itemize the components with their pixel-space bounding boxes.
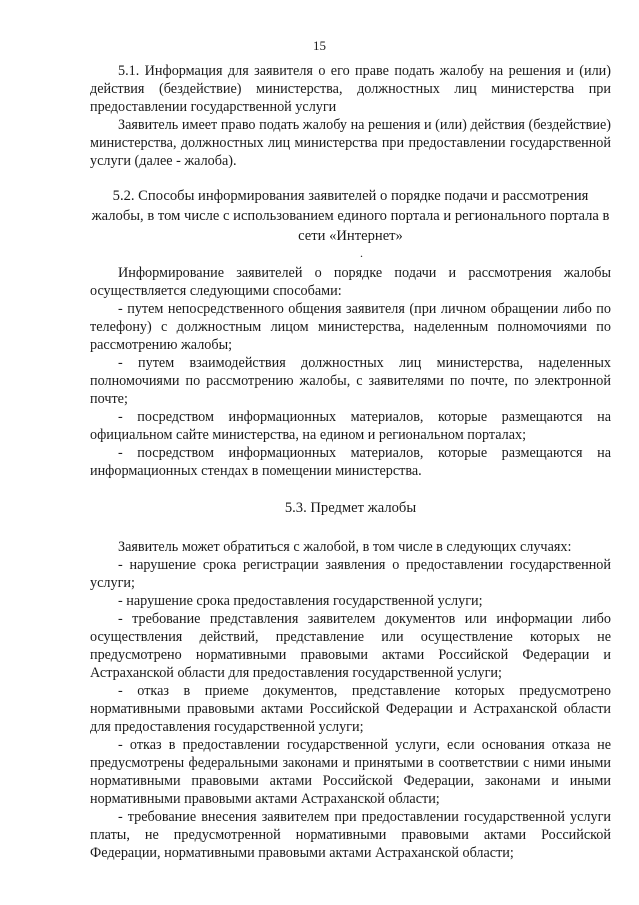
section-5-3-item: - отказ в предоставлении государственной услуги, если основания отказа не предусмотрены федеральными законами и принятыми в соответствии с ними иными нормативными правовыми актами Российской Федерации, законами и иными нормативными правовыми актами Астраханской области;	[90, 737, 611, 807]
section-5-2-item: - путем взаимодействия должностных лиц министерства, наделенных полномочиями по рассмотрению жалобы, с заявителями по почте, по электронной почте;	[90, 355, 611, 407]
section-5-1-body: Заявитель имеет право подать жалобу на решения и (или) действия (бездействие) министерства, должностных лиц министерства при предоставлении государственной услуги (далее - жалоба).	[90, 117, 611, 169]
section-5-3-intro: Заявитель может обратиться с жалобой, в том числе в следующих случаях:	[118, 539, 572, 555]
page-number: 15	[313, 38, 326, 53]
section-5-2-intro: Информирование заявителей о порядке подачи и рассмотрения жалобы осуществляется следующими способами:	[90, 265, 611, 299]
section-5-2-item: - посредством информационных материалов, которые размещаются на информационных стендах в помещении министерства.	[90, 445, 611, 479]
page-content	[90, 62, 611, 862]
section-5-3-item: - нарушение срока регистрации заявления о предоставлении государственной услуги;	[90, 557, 611, 591]
section-5-3-item: - требование представления заявителем документов или информации либо осуществления действий, представление или осуществление которых не предусмотрено нормативными правовыми актами Российской Федерации и Астраханской области для предоставления государственной услуги;	[90, 611, 611, 681]
section-5-2-heading: 5.2. Способы информирования заявителей о порядке подачи и рассмотрения жалобы, в том числе с использованием единого портала и регионального портала в сети «Интернет»	[91, 188, 610, 244]
section-5-2-item: - посредством информационных материалов, которые размещаются на официальном сайте министерства, на едином и региональном порталах;	[90, 409, 611, 443]
section-5-3-heading: 5.3. Предмет жалобы	[284, 500, 417, 516]
section-5-3-item: - нарушение срока предоставления государственной услуги;	[118, 593, 483, 609]
section-5-3-item: - требование внесения заявителем при предоставлении государственной услуги платы, не предусмотренной нормативными правовыми актами Российской Федерации, нормативными правовыми актами Астраханской области;	[90, 809, 611, 861]
section-5-2-item: - путем непосредственного общения заявителя (при личном обращении либо по телефону) с должностным лицом министерства, наделенным полномочиями по рассмотрению жалобы;	[90, 301, 611, 353]
section-5-1-heading: 5.1. Информация для заявителя о его праве подать жалобу на решения и (или) действия (бездействие) министерства, должностных лиц министерства при предоставлении государственной услуги	[90, 63, 611, 115]
section-5-3-item: - отказ в приеме документов, представление которых предусмотрено нормативными правовыми актами Российской Федерации и Астраханской области для предоставления государственной услуги;	[90, 683, 611, 735]
stray-dot-mark: .	[360, 246, 363, 260]
